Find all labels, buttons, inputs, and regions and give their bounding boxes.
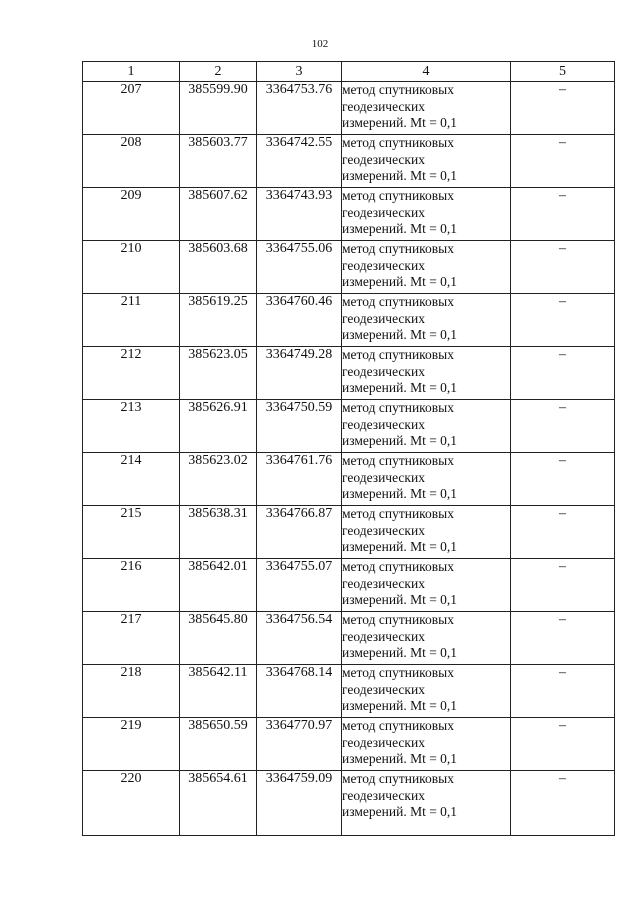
method-cell: [342, 453, 511, 506]
point-number-cell: 212: [83, 347, 180, 400]
method-cell: [342, 400, 511, 453]
method-text-line: измерений. Mt = 0,1: [342, 698, 458, 713]
table-row: [83, 612, 615, 665]
note-cell: –: [511, 665, 615, 718]
method-cell: [342, 135, 511, 188]
note-cell: –: [511, 347, 615, 400]
method-cell: [342, 241, 511, 294]
method-text-line: геодезических: [342, 469, 425, 485]
method-text-line: метод спутниковых: [342, 771, 454, 786]
method-text-line: геодезических: [342, 575, 425, 591]
column-header-4: 4: [342, 62, 511, 82]
method-text-line: измерений. Mt = 0,1: [342, 115, 458, 130]
column-header-3: 3: [257, 62, 342, 82]
point-number-cell: 219: [83, 718, 180, 771]
method-text-line: геодезических: [342, 416, 425, 432]
x-coordinate-cell: 385650.59: [180, 718, 257, 771]
note-cell: –: [511, 294, 615, 347]
table-row: [83, 82, 615, 135]
page-number: 102: [311, 38, 329, 50]
method-text-line: геодезических: [342, 787, 425, 803]
note-cell: –: [511, 612, 615, 665]
method-text-line: геодезических: [342, 151, 425, 167]
table-row: [83, 347, 615, 400]
x-coordinate-cell: 385599.90: [180, 82, 257, 135]
x-coordinate-cell: 385642.11: [180, 665, 257, 718]
point-number-cell: 208: [83, 135, 180, 188]
y-coordinate-cell: 3364753.76: [257, 82, 342, 135]
y-coordinate-cell: 3364756.54: [257, 612, 342, 665]
x-coordinate-cell: 385645.80: [180, 612, 257, 665]
x-coordinate-cell: 385654.61: [180, 771, 257, 836]
method-text-line: измерений. Mt = 0,1: [342, 751, 458, 766]
method-text-line: метод спутниковых: [342, 506, 454, 521]
method-text-line: измерений. Mt = 0,1: [342, 221, 458, 236]
x-coordinate-cell: 385638.31: [180, 506, 257, 559]
x-coordinate-cell: 385623.02: [180, 453, 257, 506]
method-cell: [342, 294, 511, 347]
table-row: [83, 400, 615, 453]
method-cell: [342, 718, 511, 771]
method-text-line: геодезических: [342, 310, 425, 326]
note-cell: –: [511, 771, 615, 836]
method-cell: [342, 612, 511, 665]
x-coordinate-cell: 385623.05: [180, 347, 257, 400]
x-coordinate-cell: 385603.77: [180, 135, 257, 188]
y-coordinate-cell: 3364766.87: [257, 506, 342, 559]
table-row: [83, 453, 615, 506]
method-text-line: геодезических: [342, 363, 425, 379]
method-text-line: метод спутниковых: [342, 82, 454, 97]
note-cell: –: [511, 135, 615, 188]
method-text-line: геодезических: [342, 628, 425, 644]
y-coordinate-cell: 3364743.93: [257, 188, 342, 241]
method-text-line: измерений. Mt = 0,1: [342, 645, 458, 660]
point-number-cell: 214: [83, 453, 180, 506]
point-number-cell: 218: [83, 665, 180, 718]
table-row: [83, 188, 615, 241]
method-cell: [342, 771, 511, 836]
method-cell: [342, 347, 511, 400]
y-coordinate-cell: 3364770.97: [257, 718, 342, 771]
note-cell: –: [511, 82, 615, 135]
method-cell: [342, 559, 511, 612]
method-text-line: измерений. Mt = 0,1: [342, 274, 458, 289]
x-coordinate-cell: 385603.68: [180, 241, 257, 294]
method-text-line: геодезических: [342, 257, 425, 273]
method-text-line: метод спутниковых: [342, 400, 454, 415]
point-number-cell: 209: [83, 188, 180, 241]
table-row: [83, 241, 615, 294]
y-coordinate-cell: 3364755.07: [257, 559, 342, 612]
column-header-2: 2: [180, 62, 257, 82]
note-cell: –: [511, 241, 615, 294]
coordinates-table: [82, 61, 615, 836]
table-row: [83, 771, 615, 836]
method-text-line: метод спутниковых: [342, 718, 454, 733]
point-number-cell: 215: [83, 506, 180, 559]
point-number-cell: 207: [83, 82, 180, 135]
column-header-5: 5: [511, 62, 615, 82]
note-cell: –: [511, 453, 615, 506]
method-text-line: измерений. Mt = 0,1: [342, 380, 458, 395]
point-number-cell: 220: [83, 771, 180, 836]
method-text-line: метод спутниковых: [342, 559, 454, 574]
y-coordinate-cell: 3364742.55: [257, 135, 342, 188]
method-cell: [342, 665, 511, 718]
method-text-line: метод спутниковых: [342, 294, 454, 309]
table-header: [83, 62, 615, 82]
table-row: [83, 559, 615, 612]
table-body: [83, 82, 615, 836]
x-coordinate-cell: 385619.25: [180, 294, 257, 347]
method-text-line: метод спутниковых: [342, 135, 454, 150]
header-row: [83, 62, 615, 82]
y-coordinate-cell: 3364768.14: [257, 665, 342, 718]
table-row: [83, 665, 615, 718]
point-number-cell: 211: [83, 294, 180, 347]
method-text-line: геодезических: [342, 204, 425, 220]
method-text-line: измерений. Mt = 0,1: [342, 168, 458, 183]
table-row: [83, 294, 615, 347]
note-cell: –: [511, 559, 615, 612]
method-text-line: метод спутниковых: [342, 453, 454, 468]
method-text-line: измерений. Mt = 0,1: [342, 592, 458, 607]
x-coordinate-cell: 385607.62: [180, 188, 257, 241]
method-text-line: измерений. Mt = 0,1: [342, 486, 458, 501]
point-number-cell: 217: [83, 612, 180, 665]
y-coordinate-cell: 3364761.76: [257, 453, 342, 506]
method-text-line: измерений. Mt = 0,1: [342, 327, 458, 342]
method-text-line: метод спутниковых: [342, 612, 454, 627]
method-text-line: метод спутниковых: [342, 188, 454, 203]
method-text-line: геодезических: [342, 98, 425, 114]
y-coordinate-cell: 3364760.46: [257, 294, 342, 347]
table-row: [83, 506, 615, 559]
table-row: [83, 718, 615, 771]
method-text-line: измерений. Mt = 0,1: [342, 804, 458, 819]
method-text-line: метод спутниковых: [342, 347, 454, 362]
table-row: [83, 135, 615, 188]
note-cell: –: [511, 718, 615, 771]
method-text-line: измерений. Mt = 0,1: [342, 433, 458, 448]
y-coordinate-cell: 3364749.28: [257, 347, 342, 400]
y-coordinate-cell: 3364759.09: [257, 771, 342, 836]
note-cell: –: [511, 188, 615, 241]
method-text-line: метод спутниковых: [342, 241, 454, 256]
y-coordinate-cell: 3364750.59: [257, 400, 342, 453]
point-number-cell: 213: [83, 400, 180, 453]
point-number-cell: 210: [83, 241, 180, 294]
note-cell: –: [511, 506, 615, 559]
method-text-line: измерений. Mt = 0,1: [342, 539, 458, 554]
point-number-cell: 216: [83, 559, 180, 612]
method-cell: [342, 82, 511, 135]
method-cell: [342, 506, 511, 559]
method-text-line: геодезических: [342, 734, 425, 750]
method-text-line: геодезических: [342, 522, 425, 538]
x-coordinate-cell: 385626.91: [180, 400, 257, 453]
method-text-line: метод спутниковых: [342, 665, 454, 680]
column-header-1: 1: [83, 62, 180, 82]
method-cell: [342, 188, 511, 241]
method-text-line: геодезических: [342, 681, 425, 697]
y-coordinate-cell: 3364755.06: [257, 241, 342, 294]
x-coordinate-cell: 385642.01: [180, 559, 257, 612]
note-cell: –: [511, 400, 615, 453]
